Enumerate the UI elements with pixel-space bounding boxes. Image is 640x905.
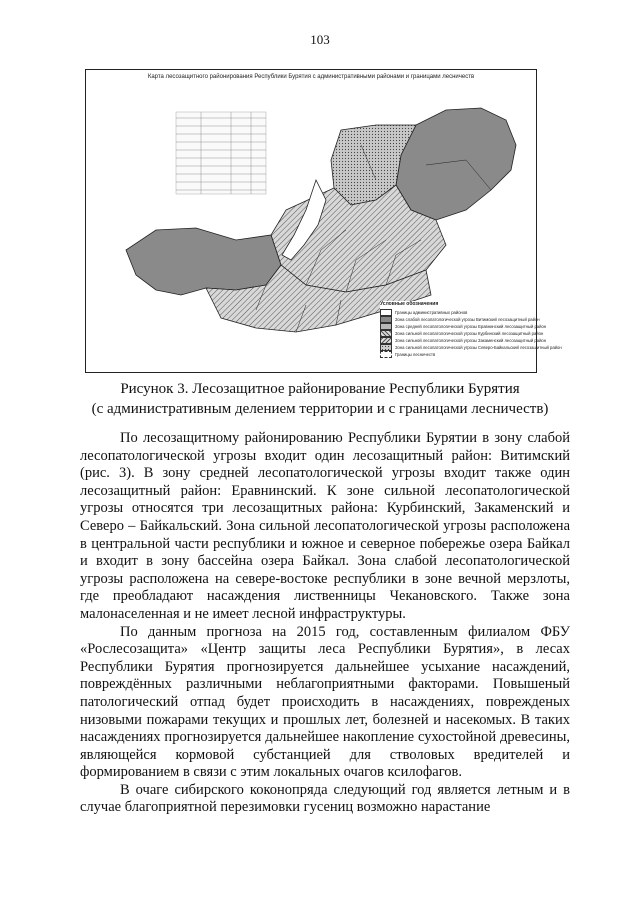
- map-title: Карта лесозащитного районирования Республики Бурятия с административными районами и границами лесничеств: [147, 74, 475, 80]
- map-figure: [85, 69, 562, 373]
- legend-item: Границы лесничеств: [380, 351, 530, 358]
- legend-item: Зона слабой лесопатологической угрозы Витимский лесозащитный район: [380, 316, 530, 323]
- inset-table: [176, 112, 266, 194]
- paragraph: По данным прогноза на 2015 год, составленным филиалом ФБУ «Рослесозащита» «Центр защиты леса Республики Бурятия», в лесах Республики Бурятия прогнозируется дальнейшее усыхание насаждений, повреждённых различными неблагоприятными факторами. Повышеный патологический отпад будет происходить в насаждениях, поврежденых низовыми пожарами текущих и прошлых лет, болезней и насекомых. В таких насаждениях прогнозируется дальнейшее накопление сухостойной древесины, являющейся кормовой субстанцией для стволовых вредителей и формированием в связи с этим локальных очагов ксилофагов.: [80, 623, 570, 781]
- legend-item: Зона сильной лесопатологической угрозы Закаменский лесозащитный район: [380, 337, 530, 344]
- map-legend: [380, 301, 562, 358]
- paragraph: По лесозащитному районированию Республики Бурятии в зону слабой лесопатологической угрозы входит один лесозащитный район: Витимский (рис. 3). В зону средней лесопатологической угрозы входит также один лесозащитный район: Еравнинский. К зоне сильной лесопатологической угрозы относятся три лесозащитных района: Курбинский, Закаменский и Северо – Байкальский. Зона сильной лесопатологической угрозы расположена в центральной части республики и южное и северное побережье озера Байкал и входит в зону бассейна озера Байкал. Зона слабой лесопатологической угрозы расположена на севере-востоке республики в зоне вечной мерзлоты, где преобладают насаждения лиственницы Чекановского. Также зона малонаселенная и не имеет лесной инфраструктуры.: [80, 430, 570, 622]
- region-west: [126, 228, 281, 295]
- legend-item: Зона средней лесопатологической угрозы Еравнинский лесозащитный район: [380, 323, 530, 330]
- legend-item: Границы административных районов: [380, 309, 530, 316]
- caption-line-1: Рисунок 3. Лесозащитное районирование Республики Бурятия: [120, 381, 520, 397]
- legend-item: Зона сильной лесопатологической угрозы Северо-Байкальский лесозащитный район: [380, 344, 530, 351]
- figure-caption: [0, 379, 640, 419]
- legend-item: Зона сильной лесопатологической угрозы Курбинский лесозащитный район: [380, 330, 530, 337]
- paragraph: В очаге сибирского коконопряда следующий год является летным и в случае благоприятной перезимовки гусениц возможно нарастание: [80, 781, 570, 816]
- caption-line-2: (с административным делением территории и с границами лесничеств): [91, 401, 549, 417]
- body-text: [80, 430, 570, 817]
- legend-title: Условные обозначения: [380, 301, 439, 307]
- page-number: 103: [310, 32, 330, 47]
